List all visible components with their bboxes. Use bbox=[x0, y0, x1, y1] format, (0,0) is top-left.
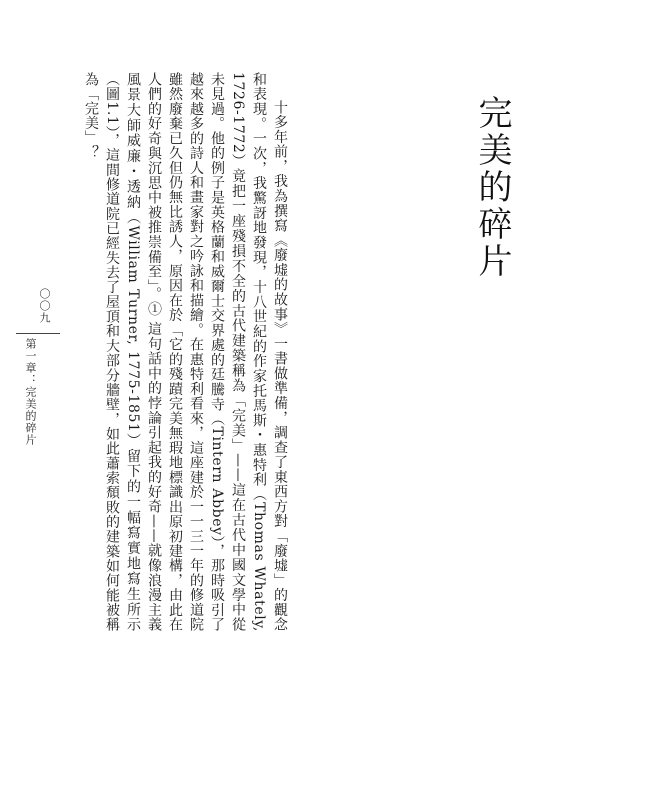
running-head-divider bbox=[16, 333, 60, 334]
body-paragraph: 十多年前，我為撰寫《廢墟的故事》一書做準備，調查了東西方對「廢墟」的觀念和表現。一次，我驚訝地發現，十八世紀的作家托馬斯・惠特利（Thomas Whately, 1726-1772）竟把一座殘損不全的古代建築稱為「完美」——這在古代中國文學中從未見過。他的例子是英格蘭和威爾士交界處的廷騰寺（Tintern Abbey），那時吸引了越來越多的詩人和畫家對之吟詠和描繪。在惠特利看來，這座建於一一三一年的修道院雖然廢棄已久但仍無比誘人，原因在於「它的殘蹟完美無瑕地標識出原初建構，由此在人們的好奇與沉思中被推崇備至」。① 這句話中的悖論引起我的好奇——就像浪漫主義風景大師威廉・透納（William Turner, 1775-1851）留下的一幅寫實地寫生所示（圖1.1），這間修道院已經失去了屋頂和大部分牆壁，如此蕭索頹敗的建築如何能被稱為「完美」？ bbox=[83, 72, 288, 632]
chapter-title: 完美的碎片 bbox=[472, 95, 512, 280]
running-head-chapter-label: 第一章：完美的碎片 bbox=[24, 338, 37, 446]
body-text bbox=[80, 72, 290, 632]
page-number: 〇〇九 bbox=[38, 288, 51, 324]
